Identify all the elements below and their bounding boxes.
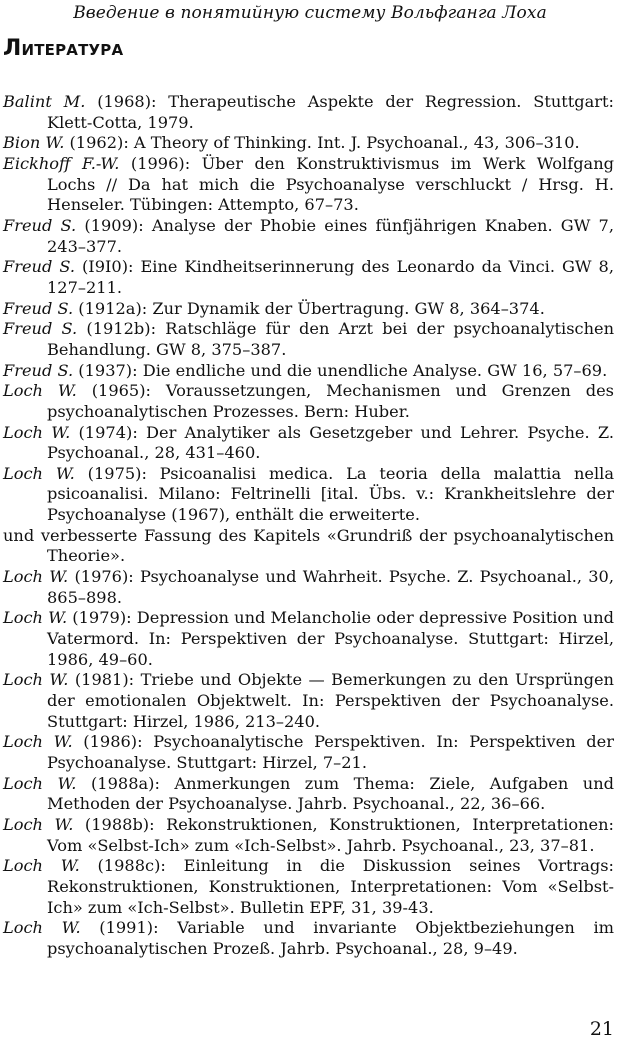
reference-author: Freud S. [3, 360, 74, 380]
reference-text: (1991): Variable und invariante Objektbeziehungen im psychoanalytischen Prozeß. Jahrb. Psychoanal., 28, 9–49. [47, 918, 615, 958]
reference-entry [3, 608, 614, 670]
reference-author: Balint M. [3, 92, 86, 111]
reference-author: Loch W. [3, 732, 73, 752]
reference-author: Bion W. [3, 133, 65, 153]
reference-author: Loch W. [3, 463, 75, 483]
reference-entry [3, 567, 614, 608]
reference-author: Loch W. [3, 814, 74, 834]
reference-text: (1988a): Anmerkungen zum Thema: Ziele, Aufgaben und Methoden der Psychoanalyse. Jahrb. Psychoanal., 22, 36–66. [47, 773, 614, 814]
reference-text: (1981): Triebe und Objekte — Bemerkungen zu den Ursprüngen der emotionalen Objektwelt. In: Perspektiven der Psychoanalyse. Stuttgart: Hirzel, 1986, 213–240. [47, 670, 614, 731]
reference-text: (1909): Analyse der Phobie eines fünfjährigen Knaben. GW 7, 243–377. [47, 215, 614, 256]
reference-entry [3, 154, 614, 216]
reference-entry [3, 133, 614, 154]
reference-author: Loch W. [3, 381, 77, 401]
reference-entry [3, 670, 614, 732]
reference-entry [3, 361, 614, 382]
reference-entry [3, 92, 614, 133]
reference-author: Loch W. [3, 670, 69, 690]
section-title: Литература [3, 36, 124, 61]
reference-text: (1965): Voraussetzungen, Mechanismen und Grenzen des psychoanalytischen Prozesses. Bern: Huber. [47, 381, 614, 421]
reference-text: (1988c): Einleitung in die Diskussion seines Vortrags: Rekonstruktionen, Konstruktionen, Interpretationen: Vom «Selbst-Ich» zum «Ich-Selbst». Bulletin EPF, 31, 39-43. [47, 856, 614, 917]
reference-text: (1962): A Theory of Thinking. Int. J. Psychoanal., 43, 306–310. [64, 133, 580, 153]
reference-entry [3, 319, 614, 360]
reference-entry [3, 918, 614, 959]
reference-author: Loch W. [3, 608, 68, 628]
reference-entry [3, 257, 614, 298]
reference-entry [3, 423, 614, 464]
reference-text: (1974): Der Analytiker als Gesetzgeber und Lehrer. Psyche. Z. Psychoanal., 28, 431–460. [47, 422, 614, 463]
reference-text: (I9I0): Eine Kindheitserinnerung des Leonardo da Vinci. GW 8, 127–211. [47, 257, 615, 297]
running-head: Введение в понятийную систему Вольфганга Лоха [73, 3, 547, 23]
reference-author: Loch W. [3, 773, 77, 793]
reference-author: Loch W. [3, 567, 69, 587]
reference-list [3, 92, 614, 960]
reference-text: (1912a): Zur Dynamik der Übertragung. GW 8, 364–374. [73, 298, 545, 318]
reference-author: Loch W. [3, 422, 71, 442]
reference-text: (1988b): Rekonstruktionen, Konstruktionen, Interpretationen: Vom «Selbst-Ich» zum «Ich-Selbst». Jahrb. Psychoanal., 23, 37–81. [47, 814, 614, 855]
reference-text: (1912b): Ratschläge für den Arzt bei der psychoanalytischen Behandlung. GW 8, 375–387. [47, 319, 614, 359]
reference-entry [3, 815, 614, 856]
reference-text: und verbesserte Fassung des Kapitels «Grundriß der psychoanalytischen Theorie». [3, 525, 614, 566]
reference-entry [3, 216, 614, 257]
reference-text: (1996): Über den Konstruktivismus im Werk Wolfgang Lochs // Da hat mich die Psychoanalyse verschluckt / Hrsg. H. Henseler. Tübingen: Attempto, 67–73. [47, 153, 614, 215]
reference-author: Freud S. [3, 319, 78, 339]
reference-text: (1976): Psychoanalyse und Wahrheit. Psyche. Z. Psychoanal., 30, 865–898. [47, 567, 615, 607]
reference-author: Eickhoff F.-W. [3, 153, 120, 173]
reference-author: Freud S. [3, 257, 75, 277]
reference-entry [3, 856, 614, 918]
reference-entry [3, 464, 614, 526]
reference-entry [3, 526, 614, 567]
reference-entry [3, 299, 614, 320]
reference-author: Loch W. [3, 856, 80, 876]
reference-entry [3, 774, 614, 815]
reference-text: (1986): Psychoanalytische Perspektiven. In: Perspektiven der Psychoanalyse. Stuttgart: Hirzel, 7–21. [47, 732, 614, 772]
reference-author: Freud S. [3, 215, 77, 235]
page-number: 21 [589, 1018, 614, 1040]
reference-entry [3, 381, 614, 422]
reference-author: Freud S. [3, 298, 74, 318]
reference-entry [3, 732, 614, 773]
reference-text: (1975): Psicoanalisi medica. La teoria della malattia nella psicoanalisi. Milano: Feltrinelli [ital. Übs. v.: Krankheitslehre der Psychoanalyse (1967), enthält die erweiterte. [47, 463, 614, 525]
reference-text: (1968): Therapeutische Aspekte der Regression. Stuttgart: Klett-Cotta, 1979. [47, 92, 614, 132]
reference-author: Loch W. [3, 918, 81, 938]
reference-text: (1979): Depression und Melancholie oder depressive Position und Vatermord. In: Perspektiven der Psychoanalyse. Stuttgart: Hirzel, 1986, 49–60. [47, 608, 614, 669]
reference-text: (1937): Die endliche und die unendliche Analyse. GW 16, 57–69. [73, 360, 608, 380]
